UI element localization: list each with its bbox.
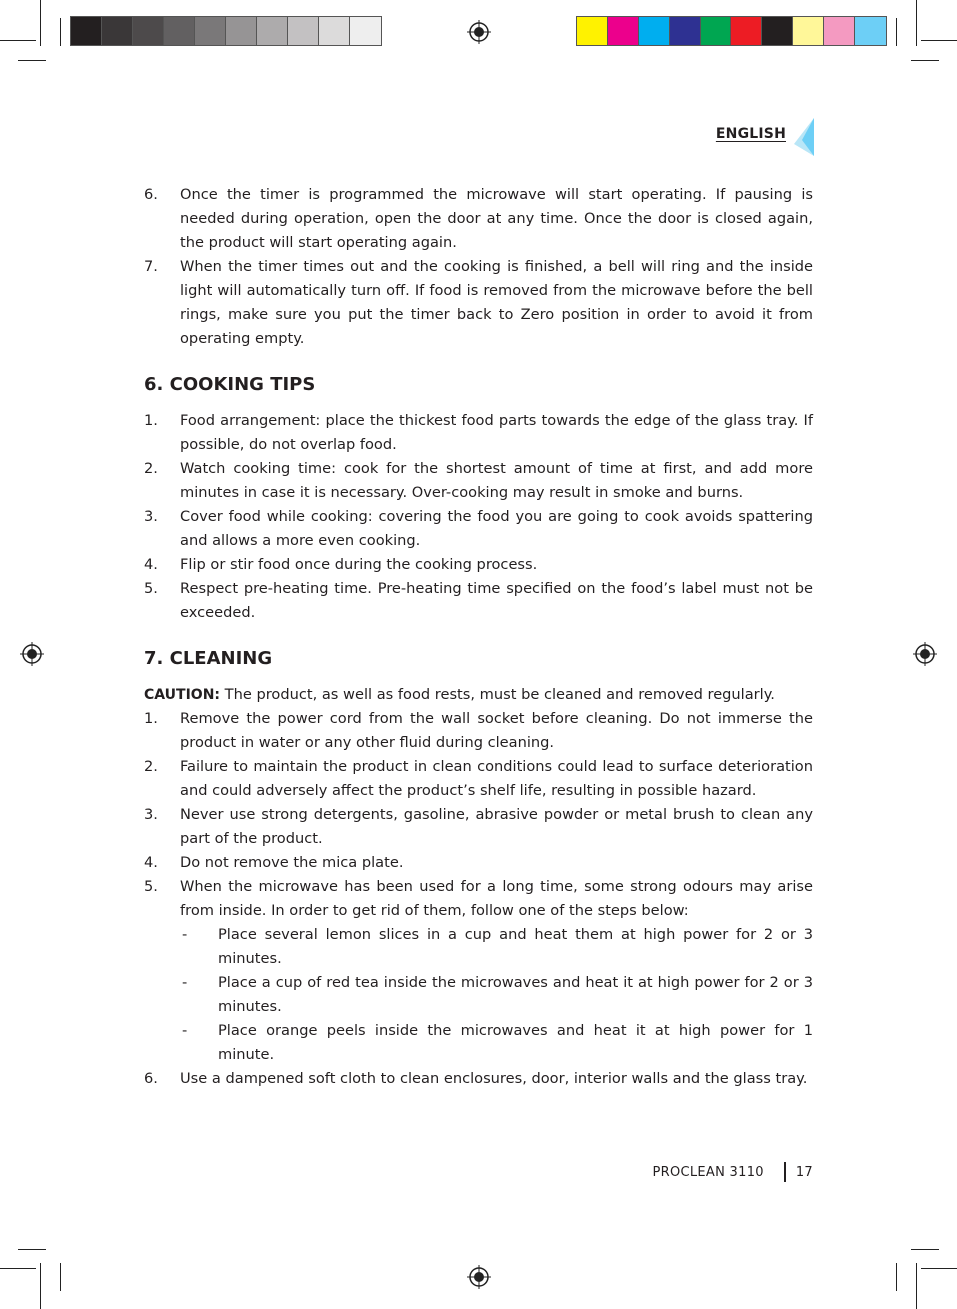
intro-list	[144, 183, 813, 351]
section-title-cooking-tips: 6. COOKING TIPS	[144, 374, 316, 395]
list-item	[144, 255, 813, 351]
list-item	[144, 1067, 813, 1091]
dash-bullet: -	[182, 926, 188, 943]
cleaning-list	[144, 707, 813, 1091]
color-swatch	[226, 17, 257, 45]
color-swatch	[133, 17, 164, 45]
crop-mark	[0, 1268, 36, 1269]
crop-mark	[916, 1263, 917, 1309]
crop-mark	[18, 1249, 46, 1250]
crop-mark	[60, 18, 61, 46]
sub-item-text: Place a cup of red tea inside the microwaves and heat it at high power for 2 or 3 minutes.	[218, 974, 813, 1015]
registration-mark-icon	[913, 642, 937, 666]
registration-mark-icon	[467, 20, 491, 44]
crop-mark	[896, 18, 897, 46]
color-swatch	[288, 17, 319, 45]
list-item	[144, 577, 813, 625]
item-text: When the microwave has been used for a long time, some strong odours may arise from inside. In order to get rid of them, follow one of the steps below:	[180, 878, 813, 919]
crop-mark	[916, 0, 917, 46]
page-content	[144, 183, 813, 1091]
item-text: Use a dampened soft cloth to clean enclosures, door, interior walls and the glass tray.	[180, 1070, 808, 1087]
dash-bullet: -	[182, 974, 188, 991]
caution-text: The product, as well as food rests, must be cleaned and removed regularly.	[220, 686, 775, 703]
item-number: 3.	[144, 806, 158, 823]
footer-separator	[784, 1162, 786, 1182]
list-item	[144, 409, 813, 457]
item-number: 6.	[144, 186, 158, 203]
list-item	[144, 457, 813, 505]
language-label: ENGLISH	[715, 126, 786, 142]
list-item	[144, 505, 813, 553]
color-swatch	[319, 17, 350, 45]
dash-bullet: -	[182, 1022, 188, 1039]
cooking-tips-list	[144, 409, 813, 625]
item-text: Never use strong detergents, gasoline, abrasive powder or metal brush to clean any part of the product.	[180, 806, 813, 847]
item-text: Do not remove the mica plate.	[180, 854, 404, 871]
item-text: Cover food while cooking: covering the food you are going to cook avoids spattering and allows a more even cooking.	[180, 508, 813, 549]
sub-list-item	[180, 1019, 813, 1067]
item-text: Failure to maintain the product in clean conditions could lead to surface deterioration and could adversely affect the product’s shelf life, resulting in possible hazard.	[180, 758, 813, 799]
sub-list-item	[180, 923, 813, 971]
page-number: 17	[795, 1164, 813, 1180]
item-text: Food arrangement: place the thickest food parts towards the edge of the glass tray. If possible, do not overlap food.	[180, 412, 813, 453]
crop-mark	[896, 1263, 897, 1291]
list-item	[144, 875, 813, 923]
color-swatch	[257, 17, 288, 45]
color-swatch	[731, 17, 762, 45]
item-number: 5.	[144, 878, 158, 895]
list-item	[144, 851, 813, 875]
list-item	[144, 755, 813, 803]
item-number: 5.	[144, 580, 158, 597]
list-item	[144, 553, 813, 577]
crop-mark	[40, 1263, 41, 1309]
section-title-cleaning: 7. CLEANING	[144, 648, 273, 669]
item-text: Once the timer is programmed the microwave will start operating. If pausing is needed during operation, open the door at any time. Once the door is closed again, the product will start operating again.	[180, 186, 813, 251]
color-calibration-bar	[576, 16, 887, 46]
item-number: 4.	[144, 556, 158, 573]
item-number: 2.	[144, 460, 158, 477]
color-swatch	[670, 17, 701, 45]
color-swatch	[762, 17, 793, 45]
crop-mark	[60, 1263, 61, 1291]
color-swatch	[195, 17, 226, 45]
color-swatch	[577, 17, 608, 45]
list-item	[144, 183, 813, 255]
language-tab-icon	[794, 118, 814, 156]
sub-item-text: Place several lemon slices in a cup and heat them at high power for 2 or 3 minutes.	[218, 926, 813, 967]
item-number: 1.	[144, 710, 158, 727]
sub-item-text: Place orange peels inside the microwaves and heat it at high power for 1 minute.	[218, 1022, 813, 1063]
crop-mark	[911, 60, 939, 61]
color-swatch	[71, 17, 102, 45]
color-swatch	[102, 17, 133, 45]
color-swatch	[824, 17, 855, 45]
color-swatch	[855, 17, 886, 45]
page-footer	[652, 1162, 813, 1182]
model-name: PROCLEAN 3110	[652, 1164, 764, 1180]
item-text: Watch cooking time: cook for the shortest amount of time at first, and add more minutes in case it is necessary. Over-cooking may result in smoke and burns.	[180, 460, 813, 501]
item-text: Remove the power cord from the wall socket before cleaning. Do not immerse the product in water or any other fluid during cleaning.	[180, 710, 813, 751]
color-swatch	[701, 17, 732, 45]
registration-mark-icon	[467, 1265, 491, 1289]
item-text: Flip or stir food once during the cooking process.	[180, 556, 538, 573]
color-swatch	[639, 17, 670, 45]
item-number: 7.	[144, 258, 158, 275]
crop-mark	[0, 40, 36, 41]
crop-mark	[911, 1249, 939, 1250]
color-swatch	[350, 17, 381, 45]
crop-mark	[40, 0, 41, 46]
caution-note	[144, 683, 813, 707]
grayscale-calibration-bar	[70, 16, 382, 46]
crop-mark	[18, 60, 46, 61]
caution-label: CAUTION:	[144, 687, 221, 703]
sub-list-item	[180, 971, 813, 1019]
list-item	[144, 707, 813, 755]
color-swatch	[164, 17, 195, 45]
color-swatch	[793, 17, 824, 45]
item-text: Respect pre-heating time. Pre-heating time specified on the food’s label must not be exceeded.	[180, 580, 813, 621]
item-number: 3.	[144, 508, 158, 525]
crop-mark	[921, 40, 957, 41]
color-swatch	[608, 17, 639, 45]
item-number: 2.	[144, 758, 158, 775]
item-number: 1.	[144, 412, 158, 429]
list-item	[144, 803, 813, 851]
item-text: When the timer times out and the cooking is finished, a bell will ring and the inside light will automatically turn off. If food is removed from the microwave before the bell rings, make sure you put the timer back to Zero position in order to avoid it from operating empty.	[180, 258, 813, 347]
item-number: 4.	[144, 854, 158, 871]
item-number: 6.	[144, 1070, 158, 1087]
registration-mark-icon	[20, 642, 44, 666]
crop-mark	[921, 1268, 957, 1269]
